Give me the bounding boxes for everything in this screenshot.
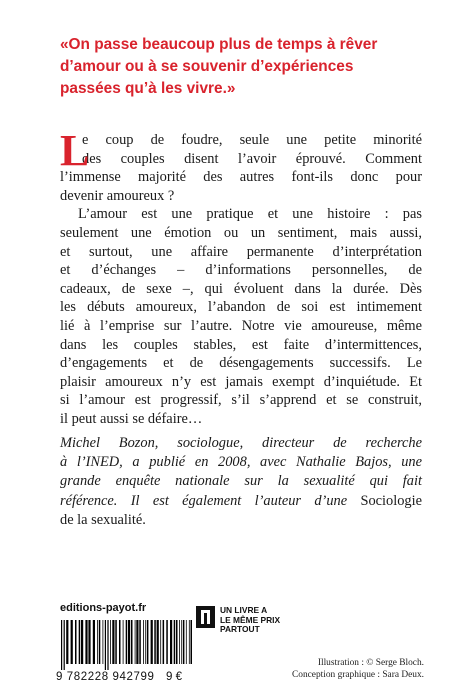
drop-cap: L: [60, 126, 90, 175]
cover-credits: [292, 657, 424, 681]
blurb-line: les débuts amoureux, l’abandon de soi est intimement: [60, 299, 422, 316]
bio-line: de la sexualité.: [60, 511, 146, 528]
prix-unique-book-icon: [196, 606, 215, 628]
blurb-line: seulement une émotion ou un sentiment, mais aussi,: [60, 224, 422, 241]
publisher-website: editions-payot.fr: [60, 602, 147, 614]
bio-line: à l’INED, a publié en 2008, avec Nathalie Bajos, une: [60, 454, 422, 471]
blurb-line: L’amour est une pratique et une histoire : pas: [78, 206, 422, 223]
blurb-line: e coup de foudre, seule une petite minorité: [82, 132, 422, 148]
blurb-line: dans les couples stables, est faite d’intermittences,: [60, 336, 422, 353]
design-credit: Conception graphique : Sara Deux.: [292, 670, 424, 680]
illustration-credit: Illustration : © Serge Bloch.: [317, 658, 424, 668]
quote-line: passées qu’à les vivre.»: [60, 80, 236, 97]
isbn-number: 9 782228 942799: [56, 671, 155, 683]
blurb-line: il peut aussi se défaire…: [60, 410, 203, 427]
blurb-text: [60, 126, 422, 429]
blurb-line: l’immense majorité des autres font-ils donc pour: [60, 169, 422, 186]
back-cover-quote: [60, 34, 422, 100]
bio-line: Michel Bozon, sociologue, directeur de recherche: [60, 435, 422, 451]
blurb-line: des couples disent l’avoir éprouvé. Comment: [82, 150, 422, 167]
blurb-line: si l’amour est progressif, s’il s’apprend et se construit,: [60, 392, 422, 409]
blurb-line: cadeaux, de sexe –, qui évoluent dans la durée. Dès: [60, 280, 422, 297]
blurb-line: lié à l’emprise sur l’autre. Notre vie amoureuse, même: [60, 317, 422, 334]
author-bio: [60, 434, 422, 530]
prix-unique-line: LE MÊME PRIX: [220, 614, 281, 625]
book-title-sociologie: Sociologie: [360, 492, 422, 509]
prix-unique-line: UN LIVRE A: [220, 605, 268, 615]
isbn-barcode: [59, 620, 195, 670]
bio-line: grande enquête nationale sur la sexualité qui fait: [60, 473, 422, 490]
bio-line-text: référence. Il est également l’auteur d’une: [60, 492, 348, 509]
prix-unique-label: [220, 606, 280, 635]
blurb-line: plaisir amoureux n’y est jamais exempt d’inquiétude. Et: [60, 373, 422, 390]
blurb-line: d’engagements et de désengagements successifs. Le: [60, 355, 422, 372]
quote-line: «On passe beaucoup plus de temps à rêver: [60, 36, 378, 53]
blurb-line: devenir amoureux ?: [60, 187, 175, 204]
bio-line: [60, 492, 422, 511]
blurb-line: et d’échanges – d’informations personnelles, de: [60, 262, 422, 279]
price: 9 €: [166, 671, 182, 683]
prix-unique-line: PARTOUT: [220, 624, 260, 635]
blurb-line: et surtout, une affaire permanente d’interprétation: [60, 243, 422, 260]
quote-line: d’amour ou à se souvenir d’expériences: [60, 58, 354, 75]
